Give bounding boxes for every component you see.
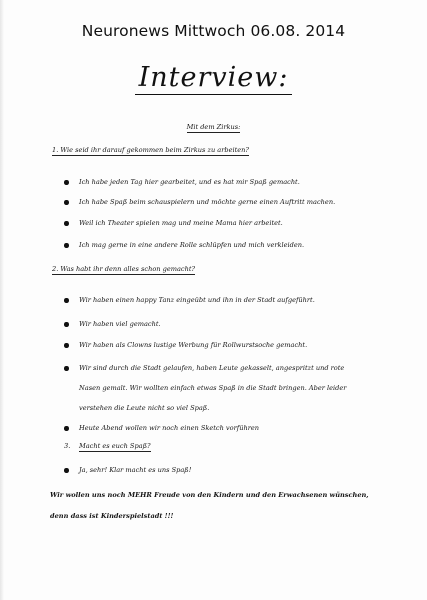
bullet-dot [64, 343, 69, 348]
bullet-dot [64, 366, 69, 371]
answer-text: Ja, sehr! Klar macht es uns Spaß! [79, 466, 192, 474]
bullet-dot [64, 243, 69, 248]
answer-text: Wir haben einen happy Tanz eingeübt und ihn in der Stadt aufgeführt. [79, 296, 315, 304]
bullet-dot [64, 221, 69, 226]
answer-text: Weil ich Theater spielen mag und meine Mama hier arbeitet. [79, 219, 283, 227]
bullet-dot [64, 180, 69, 185]
closing-line-1: Wir wollen uns noch MEHR Freude von den Kindern und den Erwachsenen wünschen, [50, 491, 369, 499]
subtitle-text: Mit dem Zirkus: [186, 123, 241, 131]
bullet-dot [64, 322, 69, 327]
answer-text: Ich mag gerne in eine andere Rolle schlüpfen und mich verkleiden. [79, 241, 305, 249]
interview-title [0, 62, 427, 95]
answer-text: Wir haben als Clowns lustige Werbung für Rollwurstsoche gemacht. [79, 341, 308, 349]
interview-title-text: Interview: [135, 63, 293, 95]
question-3-number: 3. [64, 442, 71, 450]
answer-text: Ich habe Spaß beim schauspielern und möchte gerne einen Auftritt machen. [79, 198, 336, 206]
bullet-dot [64, 468, 69, 473]
answer-text: Ich habe jeden Tag hier gearbeitet, und es hat mir Spaß gemacht. [79, 178, 300, 186]
question-1-text: 1. Wie seid ihr darauf gekommen beim Zirkus zu arbeiten? [52, 146, 249, 154]
answer-text: Wir haben viel gemacht. [79, 320, 161, 328]
subtitle [0, 123, 427, 131]
question-2-text: 2. Was habt ihr denn alles schon gemacht? [52, 265, 196, 273]
newsletter-header: Neuronews Mittwoch 06.08. 2014 [81, 22, 346, 40]
bullet-dot [64, 200, 69, 205]
question-2 [52, 265, 195, 273]
answer-text-line-3: verstehen die Leute nicht so viel Spaß. [79, 404, 210, 412]
question-1 [52, 146, 249, 154]
answer-text-line-1: Wir sind durch die Stadt gelaufen, haben Leute gekasselt, angespritzt und rote [79, 364, 345, 372]
question-3-text: Macht es euch Spaß? [79, 442, 151, 450]
bullet-dot [64, 426, 69, 431]
answer-text-line-2: Nasen gemalt. Wir wollten einfach etwas Spaß in die Stadt bringen. Aber leider [79, 384, 347, 392]
closing-line-2: denn dass ist Kinderspielstadt !!! [50, 512, 174, 520]
bullet-dot [64, 298, 69, 303]
answer-text: Heute Abend wollen wir noch einen Sketch vorführen [79, 424, 260, 432]
